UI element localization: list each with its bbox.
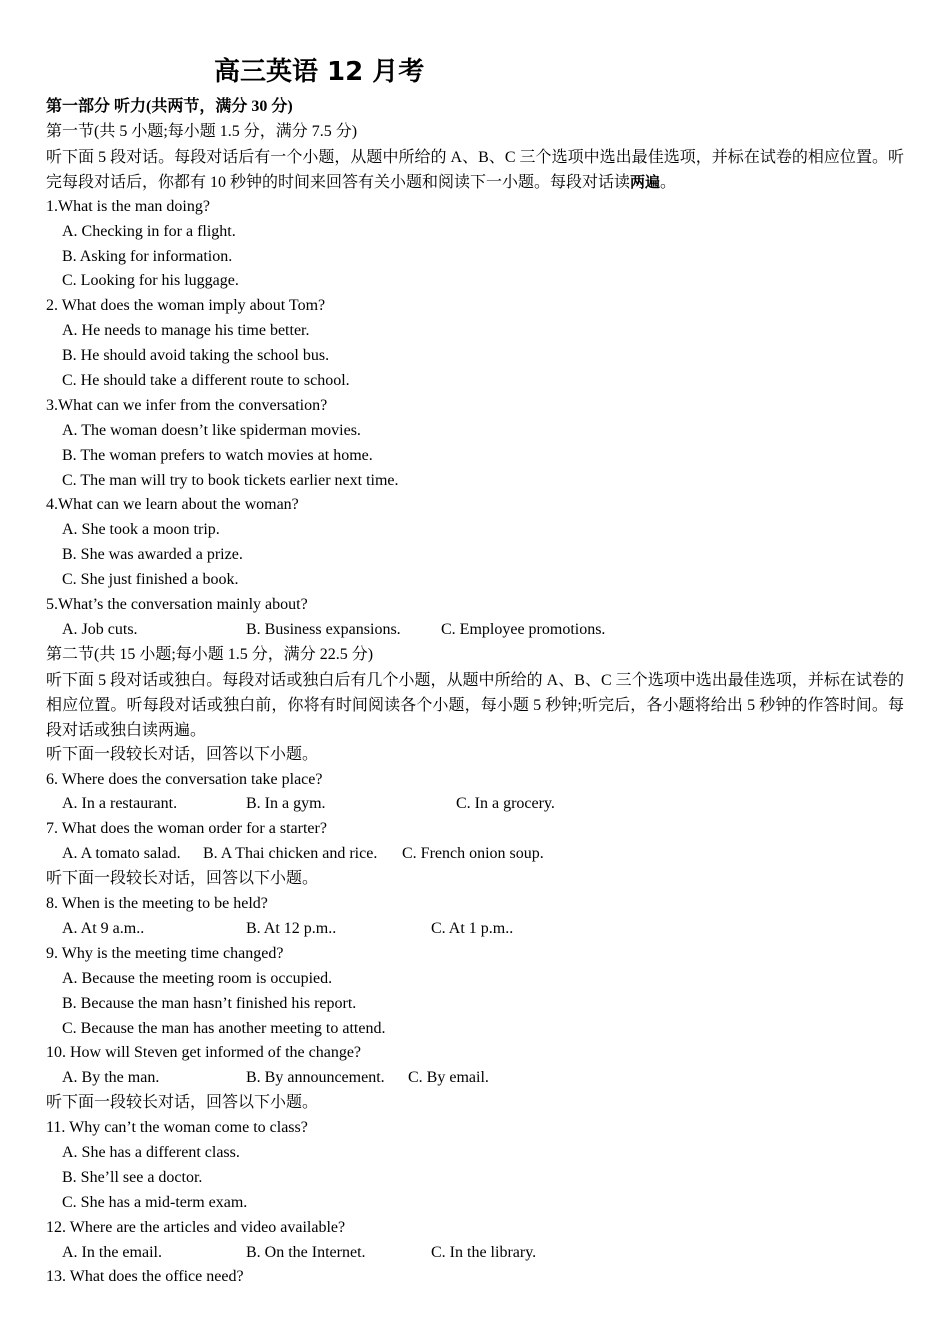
question-13: 13. What does the office need?: [46, 1268, 244, 1286]
option-10c: C. By email.: [408, 1069, 489, 1087]
option-6a: A. In a restaurant.: [62, 795, 178, 813]
option-4a: A. She took a moon trip.: [62, 521, 220, 539]
option-9c: C. Because the man has another meeting to attend.: [62, 1019, 386, 1037]
page-title: 高三英语 12 月考: [214, 57, 425, 87]
option-4c: C. She just finished a book.: [62, 571, 239, 589]
option-12c: C. In the library.: [431, 1243, 537, 1261]
option-6c: C. In a grocery.: [456, 795, 555, 813]
question-5: 5.What’s the conversation mainly about?: [46, 596, 308, 614]
option-5b: B. Business expansions.: [246, 620, 401, 638]
option-8b: B. At 12 p.m..: [246, 919, 337, 937]
option-11b: B. She’ll see a doctor.: [62, 1168, 203, 1186]
option-11c: C. She has a mid-term exam.: [62, 1193, 248, 1211]
instruction-text: 听下面 5 段对话。每段对话后有一个小题，从题中所给的 A、B、C 三个选项中选出最佳选项，并标在试卷的相应位置。听完每段对话后，你都有 10 秒钟的时间来回答有关小题和阅读下一小题。每段对话读: [46, 148, 904, 191]
section2-instruction: 听下面 5 段对话或独白。每段对话或独白后有几个小题，从题中所给的 A、B、C 三个选项中选出最佳选项，并标在试卷的相应位置。听每段对话或独白前，你将有时间阅读各个小题，每小题 5 秒钟;听完后，各小题将给出 5 秒钟的作答时间。每段对话或独白读两遍。: [46, 671, 904, 739]
option-7c: C. French onion soup.: [402, 845, 544, 863]
instruction-emphasis: 两遍: [630, 172, 661, 191]
instruction-end: 。: [660, 173, 677, 191]
option-1b: B. Asking for information.: [62, 247, 233, 265]
question-6: 6. Where does the conversation take place?: [46, 770, 323, 788]
option-8c: C. At 1 p.m..: [431, 919, 514, 937]
option-3c: C. The man will try to book tickets earlier next time.: [62, 471, 399, 489]
options-row-5: [46, 618, 904, 643]
option-1a: A. Checking in for a flight.: [62, 222, 236, 240]
option-10a: A. By the man.: [62, 1069, 160, 1087]
option-12a: A. In the email.: [62, 1243, 162, 1261]
part1-heading: 第一部分 听力(共两节，满分 30 分): [46, 98, 293, 115]
options-row-6: [46, 792, 904, 817]
option-12b: B. On the Internet.: [246, 1243, 366, 1261]
question-7: 7. What does the woman order for a starter?: [46, 820, 327, 838]
option-5a: A. Job cuts.: [62, 620, 138, 638]
question-9: 9. Why is the meeting time changed?: [46, 944, 284, 962]
options-row-8: [46, 917, 904, 942]
options-row-12: [46, 1241, 904, 1266]
question-10: 10. How will Steven get informed of the change?: [46, 1044, 362, 1062]
option-2a: A. He needs to manage his time better.: [62, 322, 310, 340]
listen-long-note: 听下面一段较长对话，回答以下小题。: [46, 870, 319, 888]
section1-instruction: [46, 145, 904, 195]
option-6b: B. In a gym.: [246, 795, 326, 813]
question-11: 11. Why can’t the woman come to class?: [46, 1119, 308, 1137]
option-11a: A. She has a different class.: [62, 1143, 240, 1161]
option-3b: B. The woman prefers to watch movies at home.: [62, 446, 373, 464]
option-9a: A. Because the meeting room is occupied.: [62, 969, 333, 987]
option-1c: C. Looking for his luggage.: [62, 272, 239, 290]
question-4: 4.What can we learn about the woman?: [46, 496, 299, 514]
section1-heading: 第一节(共 5 小题;每小题 1.5 分，满分 7.5 分): [46, 122, 358, 140]
question-12: 12. Where are the articles and video available?: [46, 1218, 346, 1236]
question-1: 1.What is the man doing?: [46, 197, 210, 215]
section2-heading: 第二节(共 15 小题;每小题 1.5 分，满分 22.5 分): [46, 645, 374, 663]
listen-long-note: 听下面一段较长对话，回答以下小题。: [46, 1094, 319, 1112]
option-8a: A. At 9 a.m..: [62, 919, 145, 937]
option-7a: A. A tomato salad.: [62, 845, 181, 863]
exam-content: [46, 95, 904, 1290]
question-2: 2. What does the woman imply about Tom?: [46, 297, 326, 315]
option-4b: B. She was awarded a prize.: [62, 546, 243, 564]
option-5c: C. Employee promotions.: [441, 620, 606, 638]
option-2b: B. He should avoid taking the school bus.: [62, 347, 330, 365]
options-row-10: [46, 1066, 904, 1091]
listen-long-note: 听下面一段较长对话，回答以下小题。: [46, 745, 319, 763]
options-row-7: [46, 842, 904, 867]
question-8: 8. When is the meeting to be held?: [46, 895, 268, 913]
option-7b: B. A Thai chicken and rice.: [203, 845, 378, 863]
option-3a: A. The woman doesn’t like spiderman movies.: [62, 421, 361, 439]
question-3: 3.What can we infer from the conversation?: [46, 396, 328, 414]
option-9b: B. Because the man hasn’t finished his report.: [62, 994, 357, 1012]
option-10b: B. By announcement.: [246, 1069, 385, 1087]
option-2c: C. He should take a different route to school.: [62, 372, 350, 390]
